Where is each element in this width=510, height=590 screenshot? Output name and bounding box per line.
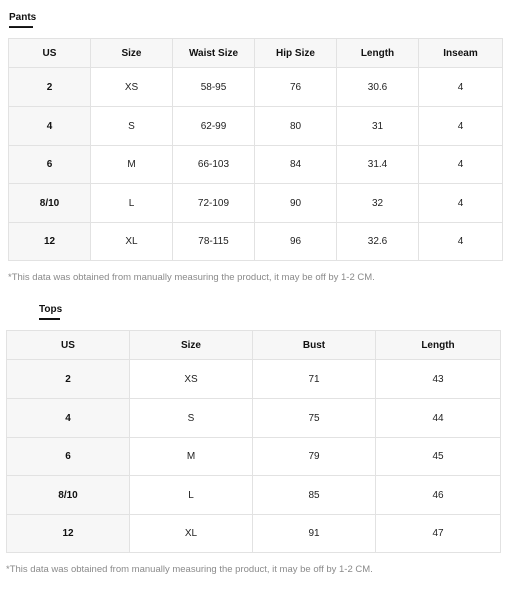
table-cell: 58-95: [173, 68, 255, 107]
pants-title-rule: [9, 26, 33, 27]
table-cell: 6: [7, 438, 130, 476]
table-cell: 31.4: [337, 146, 419, 184]
tops-title-underline: [39, 318, 60, 320]
table-cell: 32: [337, 184, 419, 223]
table-row: [9, 107, 503, 146]
table-cell: S: [130, 399, 253, 438]
table-cell: 4: [9, 107, 91, 146]
tops-col-bust: Bust: [253, 331, 376, 360]
table-cell: 46: [376, 476, 501, 515]
pants-col-inseam: Inseam: [419, 39, 503, 68]
tops-title-text: Tops: [39, 304, 63, 315]
table-cell: 4: [419, 146, 503, 184]
table-cell: XL: [130, 515, 253, 553]
table-cell: 12: [9, 223, 91, 261]
table-cell: 8/10: [9, 184, 91, 223]
table-cell: 78-115: [173, 223, 255, 261]
table-cell: 4: [419, 107, 503, 146]
pants-section-title: [9, 12, 36, 24]
table-row: [9, 223, 503, 261]
pants-col-us: US: [9, 39, 91, 68]
pants-title-text: Pants: [9, 12, 37, 23]
table-row: [7, 438, 501, 476]
table-cell: 47: [376, 515, 501, 553]
table-cell: 91: [253, 515, 376, 553]
table-row: [9, 68, 503, 107]
tops-col-us: US: [7, 331, 130, 360]
table-row: [9, 146, 503, 184]
pants-col-size: Size: [91, 39, 173, 68]
table-cell: 84: [255, 146, 337, 184]
table-cell: 80: [255, 107, 337, 146]
table-cell: L: [130, 476, 253, 515]
pants-col-length: Length: [337, 39, 419, 68]
table-cell: 79: [253, 438, 376, 476]
table-cell: 8/10: [7, 476, 130, 515]
table-cell: 76: [255, 68, 337, 107]
table-cell: 4: [419, 184, 503, 223]
table-cell: 44: [376, 399, 501, 438]
table-cell: 43: [376, 360, 501, 399]
table-cell: L: [91, 184, 173, 223]
pants-col-hip: Hip Size: [255, 39, 337, 68]
tops-section-title: [39, 304, 62, 316]
table-cell: S: [91, 107, 173, 146]
tops-measurement-note: *This data was obtained from manually measuring the product, it may be off by 1-2 CM.: [6, 564, 373, 575]
table-cell: 12: [7, 515, 130, 553]
table-cell: XL: [91, 223, 173, 261]
table-row: [7, 515, 501, 553]
pants-header-row: [9, 39, 503, 68]
tops-col-size: Size: [130, 331, 253, 360]
table-cell: 4: [419, 223, 503, 261]
table-cell: 96: [255, 223, 337, 261]
table-cell: 66-103: [173, 146, 255, 184]
pants-measurement-note: *This data was obtained from manually measuring the product, it may be off by 1-2 CM.: [8, 272, 375, 283]
table-cell: 75: [253, 399, 376, 438]
table-cell: 90: [255, 184, 337, 223]
table-cell: XS: [91, 68, 173, 107]
table-cell: 71: [253, 360, 376, 399]
tops-col-length: Length: [376, 331, 501, 360]
table-row: [7, 360, 501, 399]
table-cell: 30.6: [337, 68, 419, 107]
table-cell: 2: [7, 360, 130, 399]
table-row: [7, 476, 501, 515]
pants-col-waist: Waist Size: [173, 39, 255, 68]
table-cell: 62-99: [173, 107, 255, 146]
table-cell: 45: [376, 438, 501, 476]
tops-size-table: [6, 330, 501, 553]
table-cell: 4: [7, 399, 130, 438]
table-cell: 31: [337, 107, 419, 146]
table-row: [9, 184, 503, 223]
table-cell: 85: [253, 476, 376, 515]
tops-header-row: [7, 331, 501, 360]
table-cell: 6: [9, 146, 91, 184]
table-cell: M: [91, 146, 173, 184]
pants-size-table: [8, 38, 503, 261]
table-cell: 32.6: [337, 223, 419, 261]
table-cell: XS: [130, 360, 253, 399]
table-row: [7, 399, 501, 438]
table-cell: M: [130, 438, 253, 476]
table-cell: 72-109: [173, 184, 255, 223]
table-cell: 2: [9, 68, 91, 107]
table-cell: 4: [419, 68, 503, 107]
